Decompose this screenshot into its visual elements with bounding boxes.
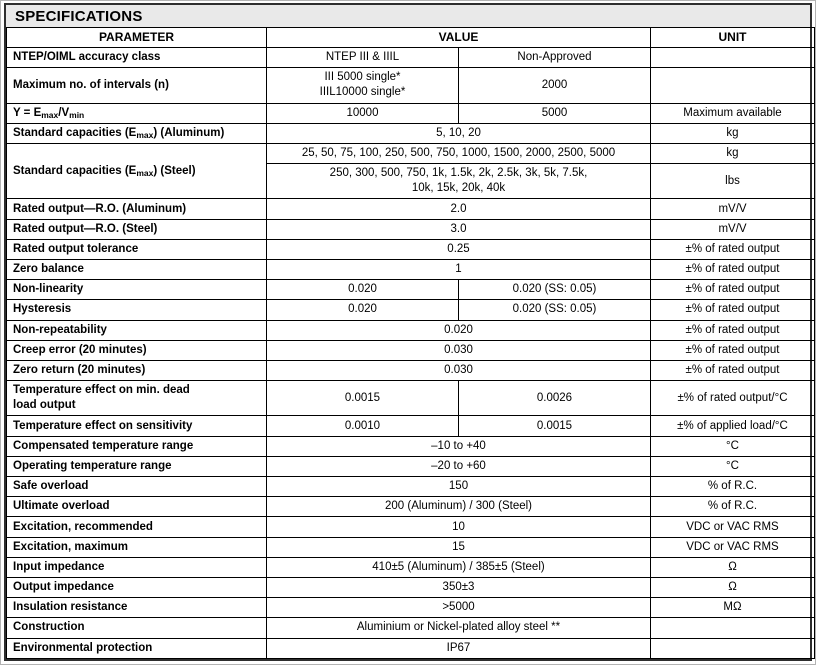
spec-row bbox=[7, 360, 815, 380]
value-cell: 0.020 bbox=[267, 320, 651, 340]
unit-cell: % of R.C. bbox=[651, 477, 815, 497]
spec-row bbox=[7, 260, 815, 280]
value-cell: 15 bbox=[267, 537, 651, 557]
parameter-cell: Operating temperature range bbox=[7, 456, 267, 476]
parameter-cell: Rated output—R.O. (Aluminum) bbox=[7, 199, 267, 219]
specifications-table-frame bbox=[4, 3, 812, 661]
spec-row bbox=[7, 381, 815, 416]
unit-cell: ±% of rated output bbox=[651, 280, 815, 300]
value-cell: IP67 bbox=[267, 638, 651, 658]
parameter-cell: Maximum no. of intervals (n) bbox=[7, 68, 267, 103]
spec-row bbox=[7, 123, 815, 143]
spec-row bbox=[7, 517, 815, 537]
column-header-parameter: PARAMETER bbox=[7, 28, 267, 48]
value-cell: 0.020 (SS: 0.05) bbox=[459, 280, 651, 300]
unit-cell: °C bbox=[651, 436, 815, 456]
parameter-cell: Safe overload bbox=[7, 477, 267, 497]
value-cell: NTEP III & IIIL bbox=[267, 48, 459, 68]
value-cell: –10 to +40 bbox=[267, 436, 651, 456]
unit-cell bbox=[651, 638, 815, 658]
unit-cell: % of R.C. bbox=[651, 497, 815, 517]
parameter-cell: Insulation resistance bbox=[7, 598, 267, 618]
parameter-cell: Temperature effect on sensitivity bbox=[7, 416, 267, 436]
value-cell: >5000 bbox=[267, 598, 651, 618]
unit-cell: ±% of rated output bbox=[651, 300, 815, 320]
parameter-cell: $Y = E_{max}/V_{min}$ bbox=[7, 103, 267, 123]
table-title-bar bbox=[6, 5, 810, 27]
value-cell: 0.030 bbox=[267, 340, 651, 360]
unit-cell: mV/V bbox=[651, 199, 815, 219]
value-cell: 0.030 bbox=[267, 360, 651, 380]
parameter-cell: Zero return (20 minutes) bbox=[7, 360, 267, 380]
spec-row bbox=[7, 416, 815, 436]
value-cell: 2.0 bbox=[267, 199, 651, 219]
unit-cell: VDC or VAC RMS bbox=[651, 537, 815, 557]
parameter-cell: Excitation, recommended bbox=[7, 517, 267, 537]
parameter-cell: Creep error (20 minutes) bbox=[7, 340, 267, 360]
unit-cell: ±% of rated output bbox=[651, 239, 815, 259]
parameter-cell: Output impedance bbox=[7, 577, 267, 597]
unit-cell: Ω bbox=[651, 577, 815, 597]
value-cell: 5, 10, 20 bbox=[267, 123, 651, 143]
value-cell: 0.25 bbox=[267, 239, 651, 259]
spec-row bbox=[7, 280, 815, 300]
parameter-cell: Non-repeatability bbox=[7, 320, 267, 340]
unit-cell: ±% of applied load/°C bbox=[651, 416, 815, 436]
unit-cell: kg bbox=[651, 123, 815, 143]
parameter-cell: NTEP/OIML accuracy class bbox=[7, 48, 267, 68]
parameter-cell: Standard capacities $(E_{max})$ (Steel) bbox=[7, 143, 267, 199]
value-cell: 2000 bbox=[459, 68, 651, 103]
value-cell: 25, 50, 75, 100, 250, 500, 750, 1000, 1500, 2000, 2500, 5000 bbox=[267, 143, 651, 163]
value-cell: 1 bbox=[267, 260, 651, 280]
spec-row bbox=[7, 199, 815, 219]
value-cell: 5000 bbox=[459, 103, 651, 123]
unit-cell bbox=[651, 68, 815, 103]
spec-row bbox=[7, 219, 815, 239]
spec-row bbox=[7, 300, 815, 320]
unit-cell: °C bbox=[651, 456, 815, 476]
parameter-cell: Rated output—R.O. (Steel) bbox=[7, 219, 267, 239]
unit-cell: ±% of rated output bbox=[651, 360, 815, 380]
unit-cell: MΩ bbox=[651, 598, 815, 618]
spec-row bbox=[7, 340, 815, 360]
value-cell: 0.0010 bbox=[267, 416, 459, 436]
parameter-cell: Ultimate overload bbox=[7, 497, 267, 517]
value-cell: 3.0 bbox=[267, 219, 651, 239]
unit-cell: ±% of rated output bbox=[651, 260, 815, 280]
column-header-unit: UNIT bbox=[651, 28, 815, 48]
spec-row bbox=[7, 638, 815, 658]
parameter-cell: Construction bbox=[7, 618, 267, 638]
column-header-value: VALUE bbox=[267, 28, 651, 48]
value-cell: 0.020 bbox=[267, 280, 459, 300]
parameter-cell: Excitation, maximum bbox=[7, 537, 267, 557]
value-cell: 10000 bbox=[267, 103, 459, 123]
value-cell: 200 (Aluminum) / 300 (Steel) bbox=[267, 497, 651, 517]
value-cell: 0.0015 bbox=[267, 381, 459, 416]
header-row bbox=[7, 28, 815, 48]
parameter-cell: Compensated temperature range bbox=[7, 436, 267, 456]
parameter-cell: Hysteresis bbox=[7, 300, 267, 320]
value-cell: 0.0015 bbox=[459, 416, 651, 436]
spec-row bbox=[7, 436, 815, 456]
unit-cell: Ω bbox=[651, 557, 815, 577]
parameter-cell: Zero balance bbox=[7, 260, 267, 280]
unit-cell: ±% of rated output bbox=[651, 320, 815, 340]
spec-row bbox=[7, 477, 815, 497]
unit-cell: lbs bbox=[651, 164, 815, 199]
value-cell: 410±5 (Aluminum) / 385±5 (Steel) bbox=[267, 557, 651, 577]
spec-row bbox=[7, 497, 815, 517]
value-cell: 150 bbox=[267, 477, 651, 497]
parameter-cell: Environmental protection bbox=[7, 638, 267, 658]
table-title: SPECIFICATIONS bbox=[15, 7, 143, 25]
unit-cell: Maximum available bbox=[651, 103, 815, 123]
value-cell: 10 bbox=[267, 517, 651, 537]
spec-row bbox=[7, 618, 815, 638]
spec-row bbox=[7, 48, 815, 68]
parameter-cell: Non-linearity bbox=[7, 280, 267, 300]
spec-row bbox=[7, 320, 815, 340]
parameter-cell: Input impedance bbox=[7, 557, 267, 577]
spec-row bbox=[7, 103, 815, 123]
value-cell: 0.020 bbox=[267, 300, 459, 320]
spec-row bbox=[7, 68, 815, 103]
unit-cell: ±% of rated output bbox=[651, 340, 815, 360]
value-cell: 250, 300, 500, 750, 1k, 1.5k, 2k, 2.5k, 3k, 5k, 7.5k, 10k, 15k, 20k, 40k bbox=[267, 164, 651, 199]
value-cell: Aluminium or Nickel-plated alloy steel ** bbox=[267, 618, 651, 638]
spec-row bbox=[7, 557, 815, 577]
spec-row bbox=[7, 577, 815, 597]
unit-cell: kg bbox=[651, 143, 815, 163]
unit-cell: VDC or VAC RMS bbox=[651, 517, 815, 537]
value-cell: Non-Approved bbox=[459, 48, 651, 68]
value-cell: 350±3 bbox=[267, 577, 651, 597]
unit-cell bbox=[651, 618, 815, 638]
parameter-cell: Temperature effect on min. dead load output bbox=[7, 381, 267, 416]
value-cell: 0.0026 bbox=[459, 381, 651, 416]
value-cell: –20 to +60 bbox=[267, 456, 651, 476]
spec-row bbox=[7, 143, 815, 163]
value-cell: III 5000 single* IIIL10000 single* bbox=[267, 68, 459, 103]
value-cell: 0.020 (SS: 0.05) bbox=[459, 300, 651, 320]
specifications-table bbox=[6, 27, 815, 659]
spec-row bbox=[7, 456, 815, 476]
spec-row bbox=[7, 239, 815, 259]
parameter-cell: Rated output tolerance bbox=[7, 239, 267, 259]
spec-row bbox=[7, 537, 815, 557]
parameter-cell: Standard capacities $(E_{max})$ (Aluminum) bbox=[7, 123, 267, 143]
spec-row bbox=[7, 598, 815, 618]
unit-cell bbox=[651, 48, 815, 68]
unit-cell: mV/V bbox=[651, 219, 815, 239]
unit-cell: ±% of rated output/°C bbox=[651, 381, 815, 416]
